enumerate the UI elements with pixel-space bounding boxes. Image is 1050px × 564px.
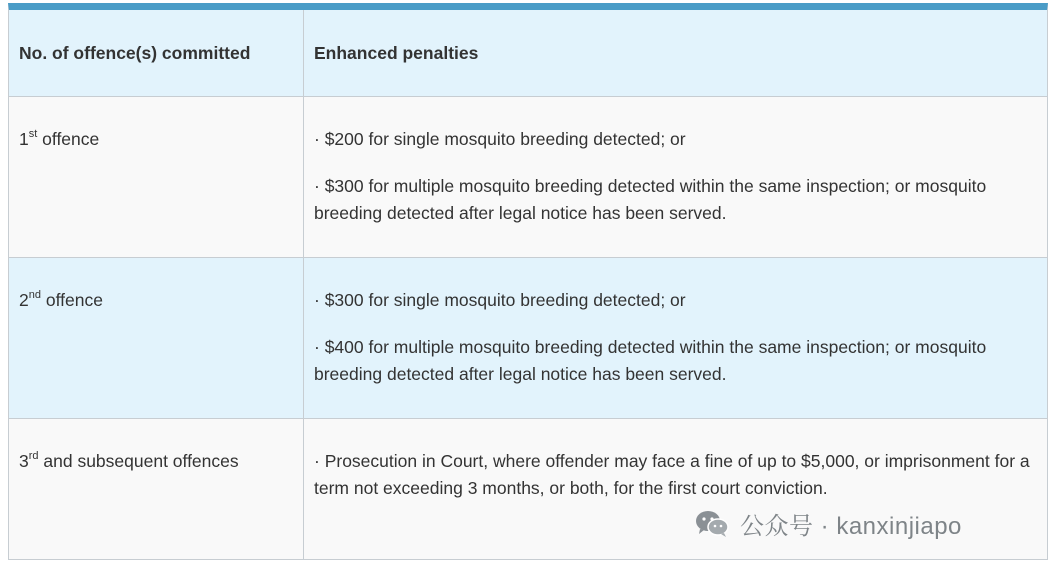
offence-number: 2 — [19, 290, 29, 310]
watermark-text: 公众号 · kanxinjiapo — [740, 513, 962, 540]
watermark — [694, 506, 962, 541]
penalty-line: · $300 for single mosquito breeding detected; or — [314, 290, 686, 310]
offence-label: offence — [37, 129, 100, 149]
offence-cell — [9, 97, 304, 257]
penalties-table — [8, 3, 1048, 560]
offence-ordinal: nd — [28, 289, 41, 301]
offence-cell — [9, 419, 304, 559]
offence-cell — [9, 258, 304, 418]
penalty-line: · $400 for multiple mosquito breeding detected within the same inspection; or mosquito breeding detected after legal notice has been served. — [314, 337, 987, 384]
penalty-cell — [304, 258, 1047, 418]
wechat-icon — [694, 509, 730, 539]
penalty-line: · $300 for multiple mosquito breeding detected within the same inspection; or mosquito breeding detected after legal notice has been served. — [314, 176, 987, 223]
table-row — [9, 97, 1047, 258]
offence-label: offence — [40, 290, 103, 310]
penalty-line: · $200 for single mosquito breeding detected; or — [314, 129, 686, 149]
header-offences: No. of offence(s) committed — [9, 10, 304, 96]
offence-number: 3 — [19, 451, 29, 471]
offence-number: 1 — [19, 129, 29, 149]
offence-label: and subsequent offences — [38, 451, 239, 471]
penalty-cell — [304, 97, 1047, 257]
header-penalties: Enhanced penalties — [314, 43, 479, 63]
penalty-line: · Prosecution in Court, where offender may face a fine of up to $5,000, or imprisonment for a term not exceeding 3 months, or both, for the first court conviction. — [314, 451, 1030, 498]
table-row — [9, 258, 1047, 419]
table-header-row — [9, 10, 1047, 97]
offence-ordinal: st — [28, 128, 38, 140]
offence-ordinal: rd — [28, 450, 39, 462]
